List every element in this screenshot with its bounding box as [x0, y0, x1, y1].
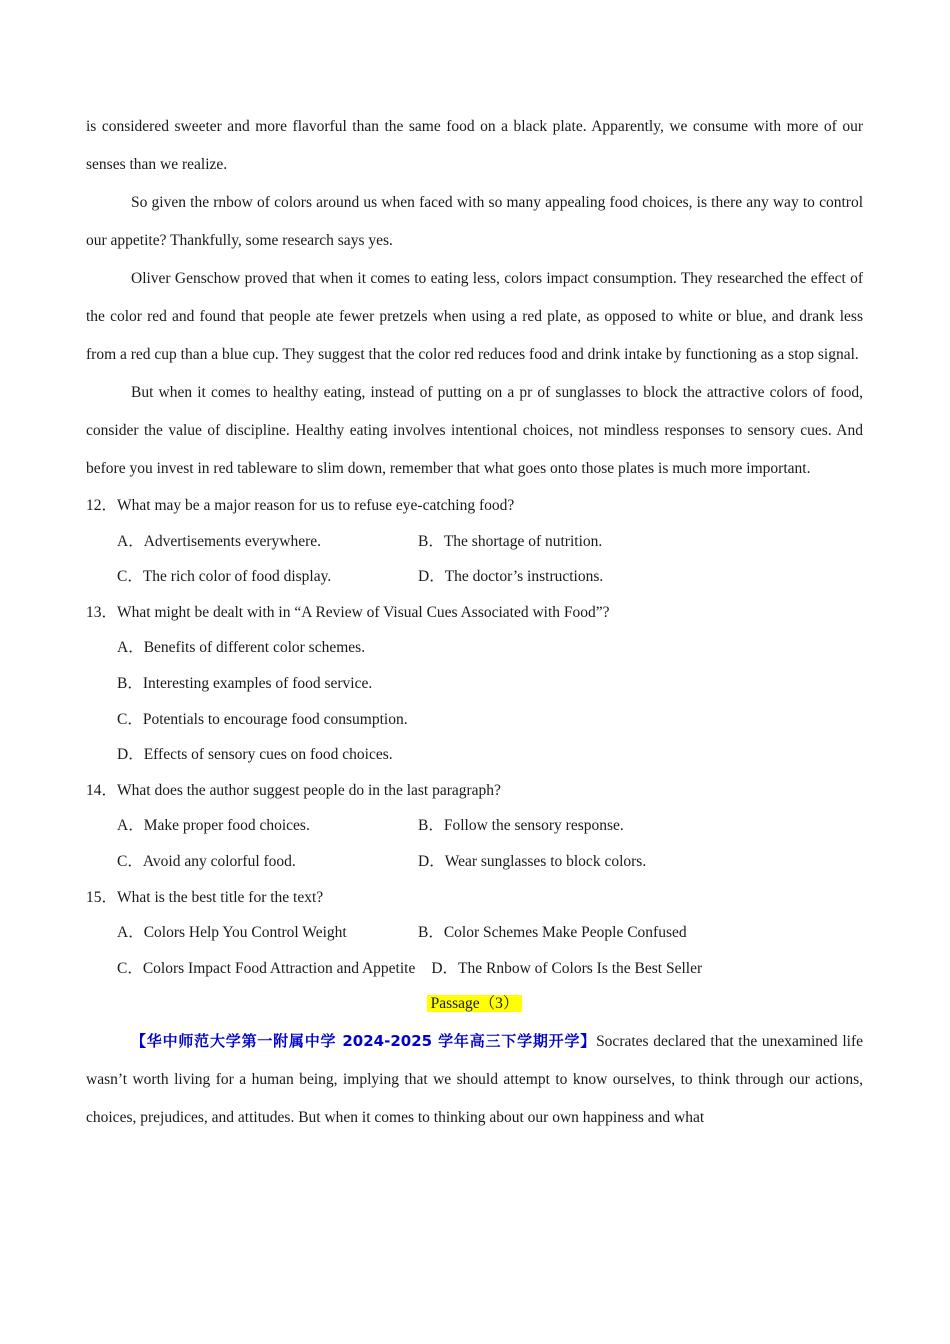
passage3-text: Socrates declared that the unexamined life wasn’t worth living for a human being, implying that we should attempt to know ourselves, to think through our actions, choices, prejudices, and attitudes. But when it comes to thinking about our own happiness and what	[86, 1032, 863, 1126]
option-a: A．Make proper food choices.	[117, 817, 310, 835]
passage2-paragraph-3: Oliver Genschow proved that when it comes to eating less, colors impact consumption. They researched the effect of the color red and found that people ate fewer pretzels when using a red plate, as opposed to white or blue, and drank less from a red cup than a blue cup. They suggest that the color red reduces food and drink intake by functioning as a stop signal.	[86, 270, 863, 363]
question-14	[86, 773, 863, 880]
passage2-paragraph-2: So given the rnbow of colors around us when faced with so many appealing food choices, is there any way to control our appetite? Thankfully, some research says yes.	[86, 194, 863, 249]
option-c: C．Potentials to encourage food consumption.	[117, 710, 408, 728]
question-stem: 12．What may be a major reason for us to refuse eye-catching food?	[86, 497, 515, 514]
option-a: A．Benefits of different color schemes.	[117, 639, 366, 657]
passage2-paragraph-1: is considered sweeter and more flavorful than the same food on a black plate. Apparently, we consume with more of our senses than we realize.	[86, 118, 863, 173]
question-12	[86, 488, 863, 595]
question-13	[86, 595, 863, 773]
option-b: B．The shortage of nutrition.	[418, 532, 603, 550]
option-b: B．Interesting examples of food service.	[117, 674, 373, 692]
option-c: C．Colors Impact Food Attraction and Appetite	[117, 959, 416, 977]
option-c: C．The rich color of food display.	[117, 568, 332, 586]
document-page	[86, 108, 863, 1137]
question-15	[86, 880, 863, 987]
passage3-paragraph-1	[86, 1022, 863, 1137]
question-stem: 15．What is the best title for the text?	[86, 888, 324, 906]
option-d: D．The doctor’s instructions.	[418, 568, 604, 586]
option-d: D．Wear sunglasses to block colors.	[418, 852, 647, 870]
question-stem: 13．What might be dealt with in “A Review of Visual Cues Associated with Food”?	[86, 603, 610, 621]
passage2-paragraph-4: But when it comes to healthy eating, instead of putting on a pr of sunglasses to block the attractive colors of food, consider the value of discipline. Healthy eating involves intentional choices, not mindless responses to sensory cues. And before you invest in red tableware to slim down, remember that what goes onto those plates is much more important.	[86, 384, 863, 477]
passage-3-heading	[86, 986, 863, 1022]
source-label: 【华中师范大学第一附属中学 2024-2025 学年高三下学期开学】	[131, 1031, 597, 1050]
option-d: D．Effects of sensory cues on food choices.	[117, 746, 393, 764]
question-stem: 14．What does the author suggest people do in the last paragraph?	[86, 781, 501, 799]
option-a: A．Colors Help You Control Weight	[117, 924, 347, 942]
option-b: B．Color Schemes Make People Confused	[418, 924, 687, 942]
option-d: D．The Rnbow of Colors Is the Best Seller	[431, 959, 703, 977]
option-c: C．Avoid any colorful food.	[117, 852, 296, 870]
option-a: A．Advertisements everywhere.	[117, 532, 322, 550]
passage-title: Passage（3）	[427, 995, 523, 1012]
option-b: B．Follow the sensory response.	[418, 817, 624, 835]
